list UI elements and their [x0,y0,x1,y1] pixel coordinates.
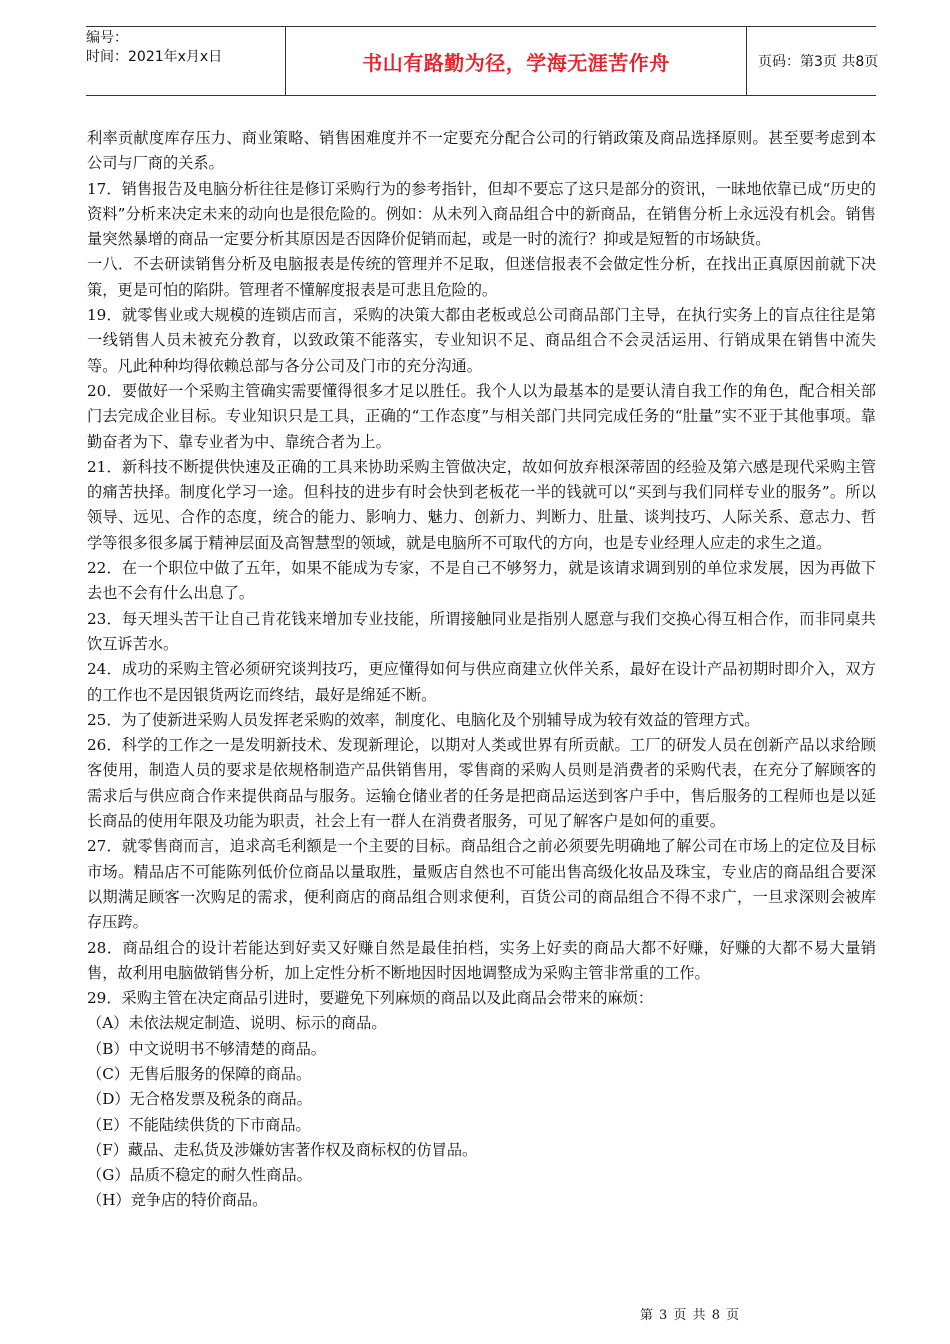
list-item: （F）藏品、走私货及涉嫌妨害著作权及商标权的仿冒品。 [87,1140,478,1159]
paragraph: 19．就零售业或大规模的连锁店而言，采购的决策大都由老板或总公司商品部门主导，在执行实务上的盲点往往是第一线销售人员未被充分教育，以致政策不能落实，专业知识不足、商品组合不会灵活运用、行销成果在销售中流失等。凡此种种均得依赖总部与各分公司及门市的充分沟通。 [87,306,876,375]
list-item: （G）品质不稳定的耐久性商品。 [87,1166,312,1185]
list-item: （E）不能陆续供货的下市商品。 [87,1115,311,1134]
paragraph: 27．就零售商而言，追求高毛利额是一个主要的目标。商品组合之前必须要先明确地了解公司在市场上的定位及目标市场。精品店不可能陈列低价位商品以量取胜，量贩店自然也不可能出售高级化妆品及珠宝，专业店的商品组合要深以期满足顾客一次购足的需求，便利商店的商品组合则求便利，百货公司的商品组合不得不求广，一旦求深则会被库存压跨。 [87,837,876,932]
motto: 书山有路勤为径，学海无涯苦作舟 [362,50,670,75]
paragraph: 28．商品组合的设计若能达到好卖又好赚自然是最佳拍档，实务上好卖的商品大都不好赚，好赚的大都不易大量销售，故利用电脑做销售分析，加上定性分析不断地因时因地调整成为采购主管非常重的工作。 [87,938,876,982]
paragraph: 22．在一个职位中做了五年，如果不能成为专家，不是自己不够努力，就是该请求调到别的单位求发展，因为再做下去也不会有什么出息了。 [87,559,876,603]
document-body [87,126,876,1214]
time-label: 时间：2021年x月x日 [86,49,223,65]
paragraph: 20．要做好一个采购主管确实需要懂得很多才足以胜任。我个人以为最基本的是要认清自我工作的角色，配合相关部门去完成企业目标。专业知识只是工具，正确的“工作态度”与相关部门共同完成任务的“肚量”实不亚于其他事项。靠勤奋者为下、靠专业者为中、靠统合者为上。 [87,381,876,451]
paragraph: 26．科学的工作之一是发明新技术、发现新理论，以期对人类或世界有所贡献。工厂的研发人员在创新产品以求给顾客使用，制造人员的要求是依规格制造产品供销售用，零售商的采购人员则是消费者的采购代表，在充分了解顾客的需求后与供应商合作来提供商品与服务。运输仓储业者的任务是把商品运送到客户手中，售后服务的工程师也是以延长商品的使用年限及功能为职责，社会上有一群人在消费者服务，可见了解客户是如何的重要。 [87,736,876,831]
paragraph: 25．为了使新进采购人员发挥老采购的效率，制度化、电脑化及个别辅导成为较有效益的管理方式。 [87,710,760,729]
header-motto-cell [285,27,747,95]
list-item: （B）中文说明书不够清楚的商品。 [87,1039,326,1058]
list-item: （H）竞争店的特价商品。 [87,1191,268,1210]
header-page-info: 页码：第3页 共8页 [758,54,879,70]
page-footer: 第 3 页 共 8 页 [639,1308,741,1323]
paragraph: 21．新科技不断提供快速及正确的工具来协助采购主管做决定，故如何放弃根深蒂固的经验及第六感是现代采购主管的痛苦抉择。制度化学习一途。但科技的进步有时会快到老板花一半的钱就可以“买到与我们同样专业的服务”。所以领导、远见、合作的态度，统合的能力、影响力、魅力、创新力、判断力、肚量、谈判技巧、人际关系、意志力、哲学等很多很多属于精神层面及高智慧型的领域，就是电脑所不可取代的方向，也是专业经理人应走的求生之道。 [87,457,876,552]
list-item: （D）无合格发票及税条的商品。 [87,1090,312,1109]
paragraph: 24．成功的采购主管必须研究谈判技巧，更应懂得如何与供应商建立伙伴关系，最好在设计产品初期时即介入，双方的工作也不是因银货两讫而终结，最好是绵延不断。 [87,660,876,704]
paragraph: 29．采购主管在决定商品引进时，要避免下列麻烦的商品以及此商品会带来的麻烦： [87,989,654,1008]
page-header [86,26,879,96]
list-item: （A）未依法规定制造、说明、标示的商品。 [87,1014,387,1033]
paragraph: 一八．不去研读销售分析及电脑报表是传统的管理并不足取，但迷信报表不会做定性分析，在找出正真原因前就下决策，更是可怕的陷阱。管理者不懂解度报表是可悲且危险的。 [87,255,876,299]
list-item: （C）无售后服务的保障的商品。 [87,1064,312,1083]
paragraph: 17．销售报告及电脑分析往往是修订采购行为的参考指针，但却不要忘了这只是部分的资讯，一昧地依靠已成“历史的资料”分析来决定未来的动向也是很危险的。例如：从未列入商品组合中的新商品，在销售分析上永远没有机会。销售量突然暴增的商品一定要分析其原因是否因降价促销而起，或是一时的流行？抑或是短暂的市场缺货。 [87,179,876,249]
paragraph: 利率贡献度库存压力、商业策略、销售困难度并不一定要充分配合公司的行销政策及商品选择原则。甚至要考虑到本公司与厂商的关系。 [87,129,876,173]
code-label: 编号： [86,30,128,46]
header-meta [86,27,285,95]
paragraph: 23．每天埋头苦干让自己肯花钱来增加专业技能，所谓接触同业是指别人愿意与我们交换心得互相合作，而非同桌共饮互诉苦水。 [87,609,876,653]
